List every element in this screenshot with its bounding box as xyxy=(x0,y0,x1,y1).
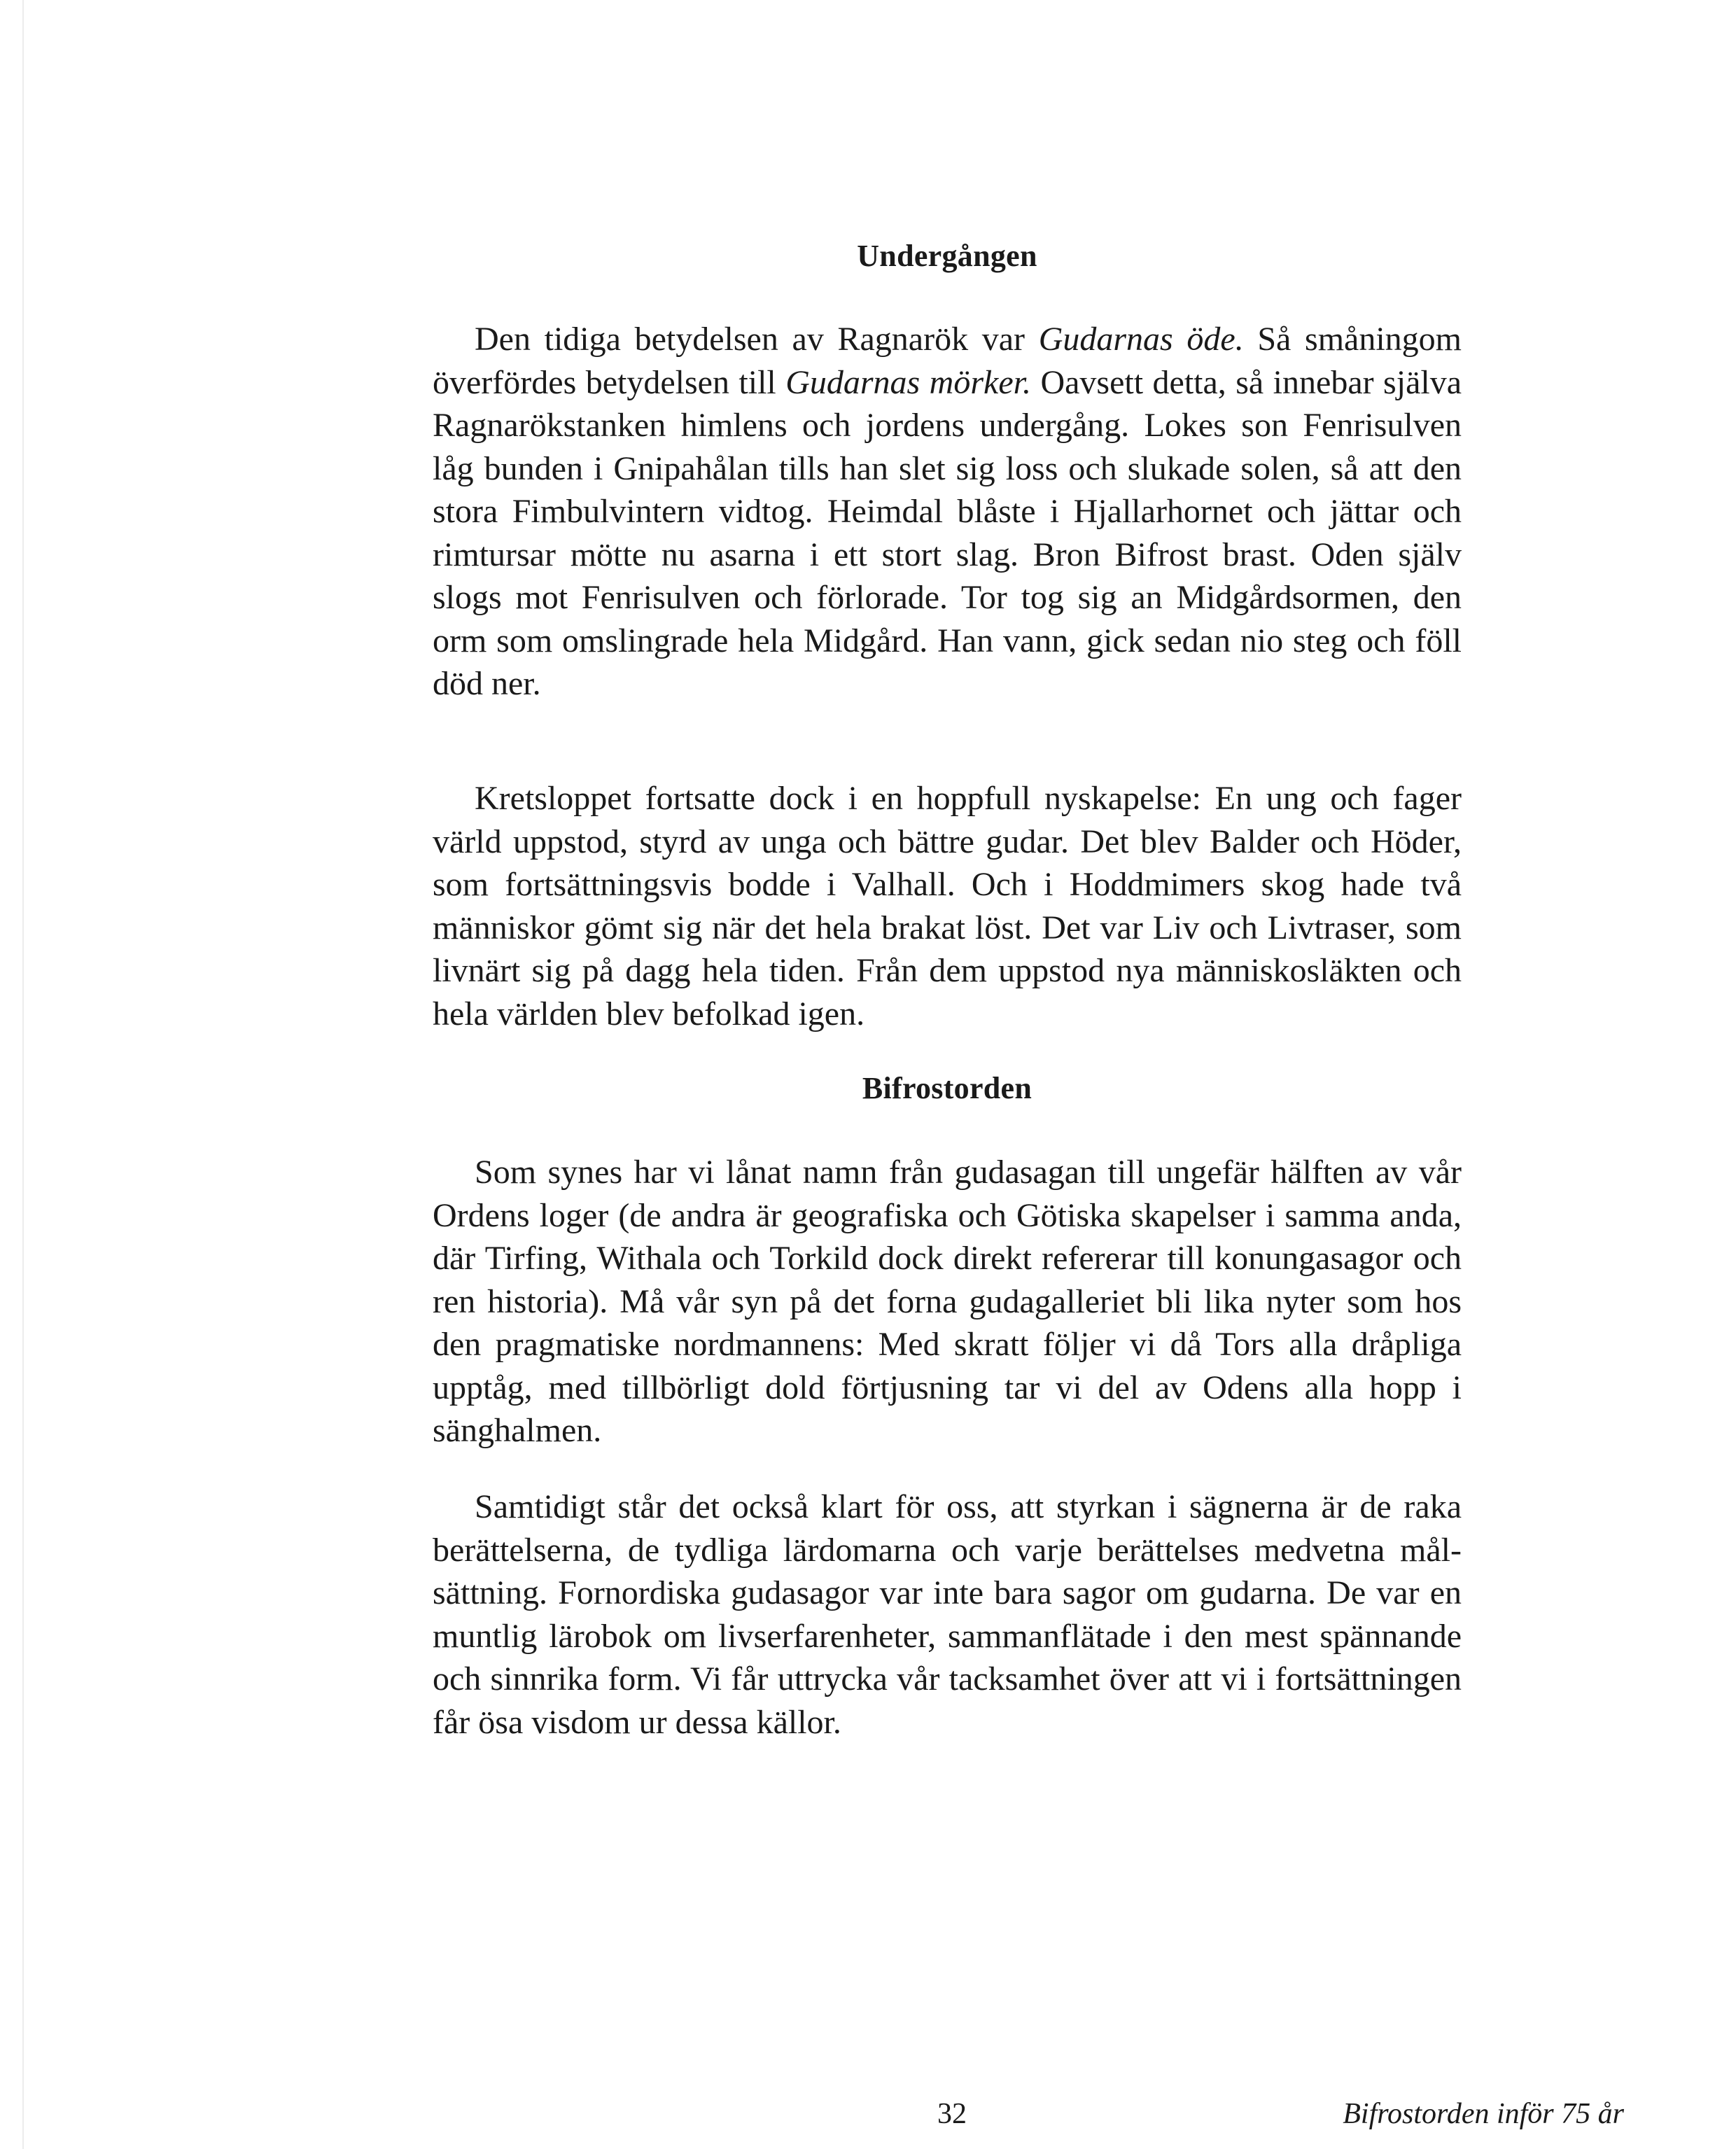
heading-undergangen: Undergången xyxy=(857,239,1037,273)
text-run: Som synes har vi lånat namn från gudasagan till ungefär hälften av vår Ordens loger (de andra är geografiska och Götiska skapelser i samma anda, där Tirfing, Withala och Torkild dock direkt refererar till konungasagor och ren historia). Må vår syn på det forna gudagalleriet bli lika nyter som hos den pragmatiske nordmannens: Med skratt följer vi då Tors alla dråpliga upptåg, med tillbörligt dold förtjusning tar vi del av Odens alla hopp i sänghalmen. xyxy=(433,1154,1462,1449)
text-run: Kretsloppet fortsatte dock i en hoppfull nyskapelse: En ung och fager värld uppstod, styrd av unga och bättre gudar. Det blev Balder och Höder, som fortsättningsvis bodde i Valhall. Och i Hoddmimers skog hade två människor gömt sig när det hela brakat löst. Det var Liv och Livtraser, som livnärt sig på dagg hela tiden. Från dem uppstod nya människosläkten och hela världen blev befolkad igen. xyxy=(433,780,1462,1032)
text-run: Samtidigt står det också klart för oss, att styrkan i sägnerna är de raka berättelserna, de tydliga lärdomarna och varje berättelses medvetna målsättning. Fornordiska gudasagor var inte bara sagor om gudarna. De var en muntlig lärobok om livserfarenheter, sammanflätade i den mest spännande och sinnrika form. Vi får uttrycka vår tacksamhet över att vi i fortsättningen får ösa visdom ur dessa källor. xyxy=(433,1488,1462,1741)
page-number: 32 xyxy=(937,2098,967,2130)
paragraph-kretsloppet xyxy=(433,777,1462,1035)
running-title: Bifrostorden inför 75 år xyxy=(1343,2098,1624,2130)
scan-edge-line xyxy=(22,0,24,2149)
italic-phrase: Gudarnas öde. xyxy=(1038,321,1244,358)
text-run: Så småningom överfördes betydelsen till xyxy=(433,321,1462,401)
italic-phrase: Gudarnas mörker. xyxy=(785,363,1031,401)
paragraph-samtidigt xyxy=(433,1485,1462,1744)
paragraph-ragnarok xyxy=(433,318,1462,706)
paragraph-gudasagan xyxy=(433,1151,1462,1452)
heading-bifrostorden: Bifrostorden xyxy=(862,1071,1032,1105)
text-run: Oavsett detta, så innebar själva Ragnarökstanken himlens och jordens undergång. Lokes son Fenrisulven låg bunden i Gnipahålan tills han slet sig loss och slukade solen, så att den stora Fimbulvintern vidtog. Heimdal blåste i Hjallarhornet och jättar och rimtursar mötte nu asarna i ett stort slag. Bron Bifrost brast. Oden själv slogs mot Fenrisulven och förlorade. Tor tog sig an Midgårdsormen, den orm som omslingrade hela Midgård. Han vann, gick sedan nio steg och föll död ner. xyxy=(433,363,1462,702)
text-run: Den tidiga betydelsen av Ragnarök var xyxy=(475,321,1039,358)
